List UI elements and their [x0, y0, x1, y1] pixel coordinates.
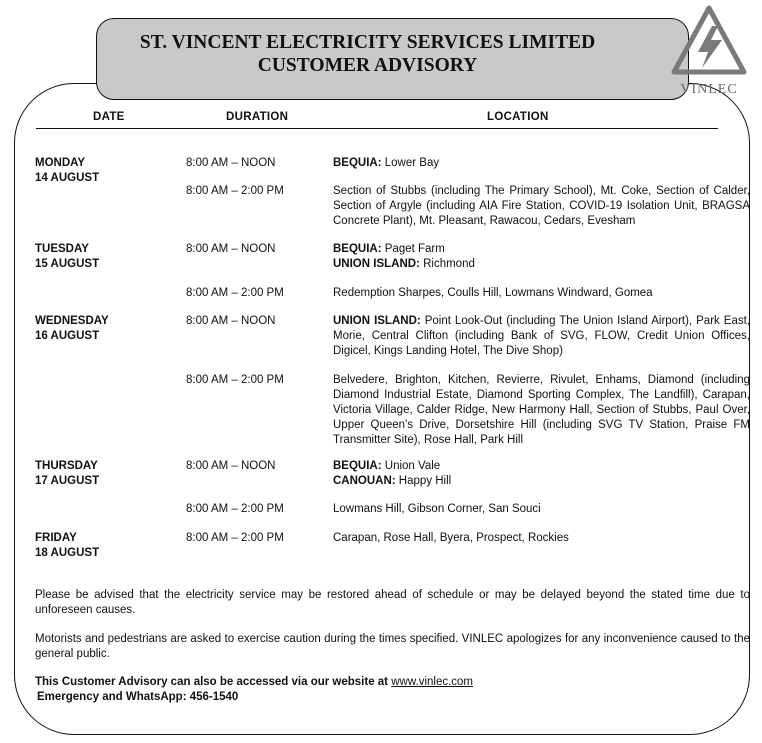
day-wednesday — [35, 314, 175, 344]
advisory-title: CUSTOMER ADVISORY — [257, 55, 478, 76]
duration: 8:00 AM – 2:00 PM — [186, 287, 284, 299]
duration: 8:00 AM – NOON — [186, 460, 276, 472]
duration: 8:00 AM – 2:00 PM — [186, 532, 284, 544]
location: Section of Stubbs (including The Primary School), Mt. Coke, Section of Calder, Section of Argyle (including AIA Fire Station, COVID-19 Isolation Unit, BRAGSA Concrete Plant), Mt. Pleasant, Rawacou, Cedars, Evesham — [333, 185, 750, 227]
day-date: 15 AUGUST — [35, 258, 100, 270]
area-text: Richmond — [419, 258, 475, 270]
duration: 8:00 AM – 2:00 PM — [186, 185, 284, 197]
day-thursday — [35, 459, 175, 489]
area-label: UNION ISLAND: — [333, 315, 421, 327]
website-notice — [35, 675, 473, 690]
area-label: CANOUAN: — [333, 475, 396, 487]
area-text: Lower Bay — [381, 157, 440, 169]
area-label: BEQUIA: — [333, 460, 382, 472]
day-date: 17 AUGUST — [35, 475, 100, 487]
caution-notice: Motorists and pedestrians are asked to exercise caution during the times specified. VINLEC apologizes for any inconvenience caused to the general public. — [35, 633, 750, 660]
vinlec-logo — [668, 4, 750, 100]
restore-notice: Please be advised that the electricity service may be restored ahead of schedule or may be delayed beyond the stated time due to unforeseen causes. — [35, 589, 750, 616]
day-name: MONDAY — [35, 157, 86, 169]
area-label: UNION ISLAND: — [333, 258, 420, 270]
area-label: BEQUIA: — [333, 243, 382, 255]
emergency-contact: Emergency and WhatsApp: 456-1540 — [37, 691, 239, 703]
location — [333, 242, 750, 272]
duration: 8:00 AM – 2:00 PM — [186, 503, 284, 515]
day-friday — [35, 531, 175, 561]
location: Lowmans Hill, Gibson Corner, San Souci — [333, 503, 541, 515]
logo-text: VINLEC — [680, 82, 738, 97]
day-monday — [35, 156, 175, 186]
company-name: ST. VINCENT ELECTRICITY SERVICES LIMITED — [139, 32, 596, 53]
duration: 8:00 AM – NOON — [186, 315, 276, 327]
day-name: WEDNESDAY — [35, 315, 109, 327]
day-date: 16 AUGUST — [35, 330, 100, 342]
header-divider — [36, 128, 718, 129]
day-name: THURSDAY — [35, 460, 98, 472]
day-name: FRIDAY — [35, 532, 77, 544]
duration: 8:00 AM – NOON — [186, 243, 276, 255]
location: Carapan, Rose Hall, Byera, Prospect, Rockies — [333, 532, 569, 544]
area-text: Point Look-Out (including The Union Island Airport), Park East, Morie, Central Clifton (including Bank of SVG, FLOW, Credit Union Offices, Digicel, Kings Landing Hotel, The Dive Shop) — [333, 315, 750, 357]
website-text: This Customer Advisory can also be accessed via our website at — [35, 676, 392, 688]
area-text: Happy Hill — [395, 475, 452, 487]
area-label: BEQUIA: — [333, 157, 382, 169]
location: Redemption Sharpes, Coulls Hill, Lowmans Windward, Gomea — [333, 287, 653, 299]
advisory-header — [96, 18, 689, 100]
column-header-duration: DURATION — [226, 111, 289, 123]
column-header-date: DATE — [93, 111, 125, 123]
area-text: Union Vale — [381, 460, 441, 472]
column-header-location: LOCATION — [487, 111, 549, 123]
location: Belvedere, Brighton, Kitchen, Revierre, Rivulet, Enhams, Diamond (including Diamond Industrial Estate, Diamond Sporting Complex, The Landfill), Carapan, Victoria Village, Calder Ridge, New Harmony Hall, Section of Stubbs, Paul Over, Upper Queen's Drive, Dorsetshire Hill (including SVG TV Station, Praise FM Transmitter Site), Rose Hall, Park Hill — [333, 374, 750, 446]
area-text: Paget Farm — [381, 243, 445, 255]
day-name: TUESDAY — [35, 243, 89, 255]
day-date: 18 AUGUST — [35, 547, 100, 559]
duration: 8:00 AM – NOON — [186, 157, 276, 169]
duration: 8:00 AM – 2:00 PM — [186, 374, 284, 386]
website-link[interactable]: www.vinlec.com — [391, 676, 474, 688]
location — [333, 314, 750, 359]
location — [333, 459, 750, 489]
location — [333, 156, 750, 171]
day-tuesday — [35, 242, 175, 272]
vinlec-lightning-logo-icon — [668, 4, 750, 84]
day-date: 14 AUGUST — [35, 172, 100, 184]
